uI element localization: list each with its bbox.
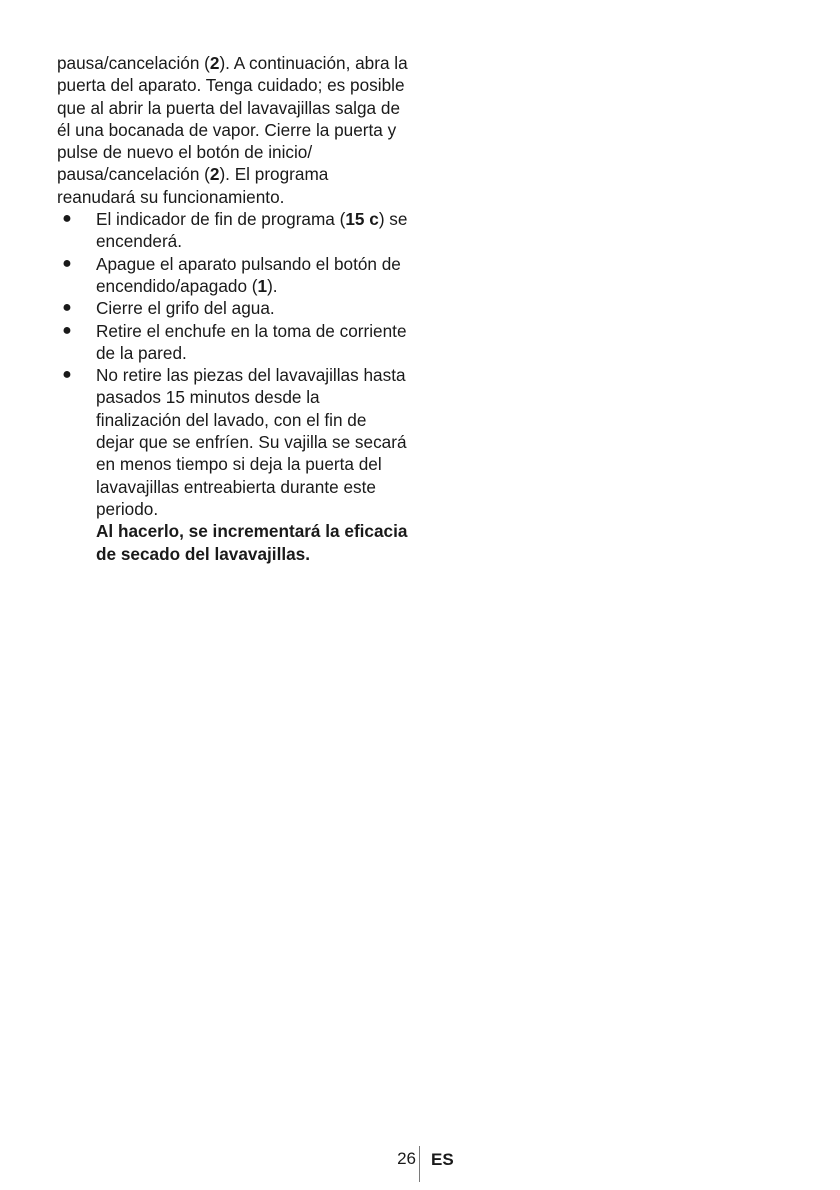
list-item [57, 320, 409, 365]
list-item [57, 364, 409, 565]
language-code: ES [431, 1150, 454, 1169]
bullet-text: Apague el aparato pulsando el botón de encendido/apagado ( [96, 253, 401, 296]
intro-paragraph [57, 52, 409, 208]
bullet-icon: ● [62, 366, 72, 384]
bullet-text: Cierre el grifo del agua. [96, 298, 275, 319]
bullet-text: ) se encenderá. [96, 209, 408, 252]
bullet-icon: ● [62, 321, 72, 339]
intro-text-3: ). El programa reanudará su funcionamiento. [57, 164, 329, 207]
button-ref-2-again: 2 [209, 164, 220, 185]
indicator-ref: 15 c [345, 209, 379, 230]
bold-note: Al hacerlo, se incrementará la eficacia de secado del lavavajillas. [96, 521, 408, 564]
list-item [57, 297, 409, 319]
list-item [57, 253, 409, 298]
page-body [57, 52, 409, 565]
bullet-list [57, 208, 409, 565]
bullet-text: El indicador de fin de programa ( [96, 209, 346, 230]
bullet-icon: ● [62, 299, 72, 317]
bullet-icon: ● [62, 254, 72, 272]
page-number: 26 [397, 1149, 416, 1168]
bullet-icon: ● [62, 210, 72, 228]
bullet-text: Retire el enchufe en la toma de corriente de la pared. [96, 320, 407, 363]
button-ref-1: 1 [257, 275, 268, 296]
intro-text-2: ). A continuación, abra la puerta del aparato. Tenga cuidado; es posible que al abrir la puerta del lavavajillas salga de él una bocanada de vapor. Cierre la puerta y pulse de nuevo el botón de inicio/ pausa/cancelación ( [57, 53, 408, 185]
bullet-text: ). [267, 275, 278, 296]
bullet-text: No retire las piezas del lavavajillas hasta pasados 15 minutos desde la finalización del lavado, con el fin de dejar que se enfríen. Su vajilla se secará en menos tiempo si deja la puerta del lavavajillas entreabierta durante este periodo. [96, 365, 407, 519]
footer-divider [419, 1146, 420, 1182]
page-footer [0, 1146, 840, 1180]
button-ref-2: 2 [209, 53, 220, 73]
list-item [57, 208, 409, 253]
intro-text-1: pausa/cancelación ( [57, 53, 210, 73]
